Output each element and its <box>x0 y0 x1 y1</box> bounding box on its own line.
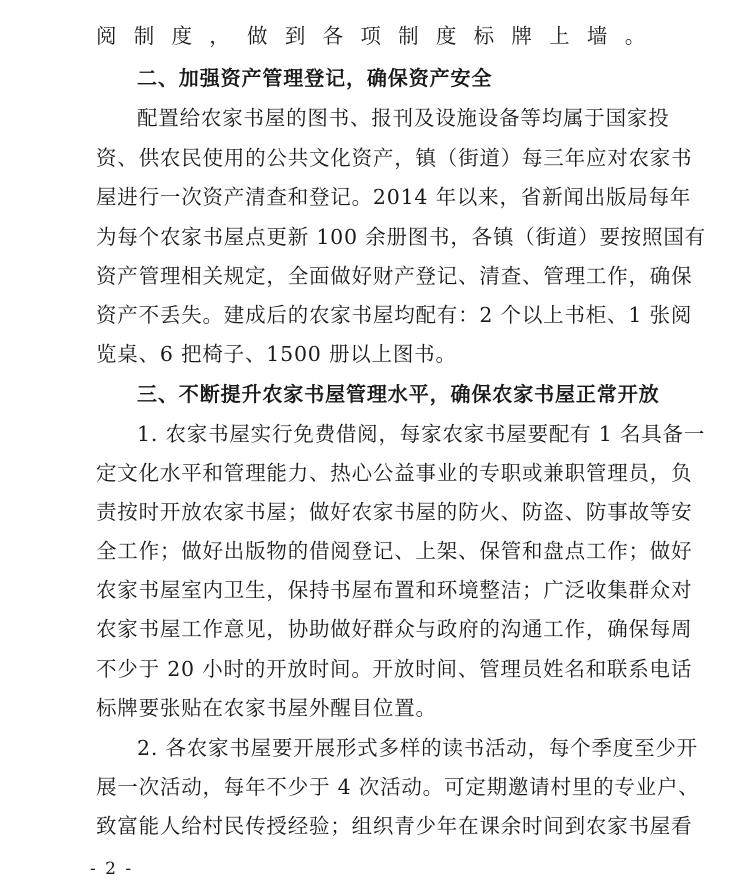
section-heading: 二、加强资产管理登记，确保资产安全 <box>137 66 493 90</box>
paragraph-line: 责按时开放农家书屋；做好农家书屋的防火、防盗、防事故等安 <box>96 500 693 524</box>
paragraph-line: 为每个农家书屋点更新 100 余册图书，各镇（街道）要按照国有 <box>96 225 706 249</box>
paragraph-line: 农家书屋工作意见，协助做好群众与政府的沟通工作，确保每周 <box>96 617 693 641</box>
paragraph-line: 配置给农家书屋的图书、报刊及设施设备等均属于国家投 <box>137 106 670 130</box>
paragraph-line: 资产管理相关规定，全面做好财产登记、清查、管理工作，确保 <box>96 264 693 288</box>
paragraph-line: 1. 农家书屋实行免费借阅，每家农家书屋要配有 1 名具备一 <box>137 422 706 446</box>
paragraph-line: 2. 各农家书屋要开展形式多样的读书活动，每个季度至少开 <box>137 736 698 760</box>
paragraph-line: 展一次活动，每年不少于 4 次活动。可定期邀请村里的专业户、 <box>96 775 700 799</box>
paragraph-line: 全工作；做好出版物的借阅登记、上架、保管和盘点工作；做好 <box>96 539 693 563</box>
paragraph-line: 不少于 20 小时的开放时间。开放时间、管理员姓名和联系电话 <box>96 657 693 681</box>
paragraph-line: 阅制度，做到各项制度标牌上墙。 <box>96 24 646 48</box>
paragraph-line: 资、供农民使用的公共文化资产，镇（街道）每三年应对农家书 <box>96 146 693 170</box>
paragraph-line: 屋进行一次资产清查和登记。2014 年以来，省新闻出版局每年 <box>96 185 692 209</box>
paragraph-line: 农家书屋室内卫生，保持书屋布置和环境整洁；广泛收集群众对 <box>96 578 693 602</box>
paragraph-line: 资产不丢失。建成后的农家书屋均配有：2 个以上书柜、1 张阅 <box>96 303 693 327</box>
paragraph-line: 览桌、6 把椅子、1500 册以上图书。 <box>96 342 457 366</box>
paragraph-line: 标牌要张贴在农家书屋外醒目位置。 <box>96 696 437 720</box>
section-heading: 三、不断提升农家书屋管理水平，确保农家书屋正常开放 <box>137 382 660 406</box>
paragraph-line: 致富能人给村民传授经验；组织青少年在课余时间到农家书屋看 <box>96 814 693 838</box>
paragraph-line: 定文化水平和管理能力、热心公益事业的专职或兼职管理员，负 <box>96 461 693 485</box>
page-number: - 2 - <box>90 859 134 879</box>
